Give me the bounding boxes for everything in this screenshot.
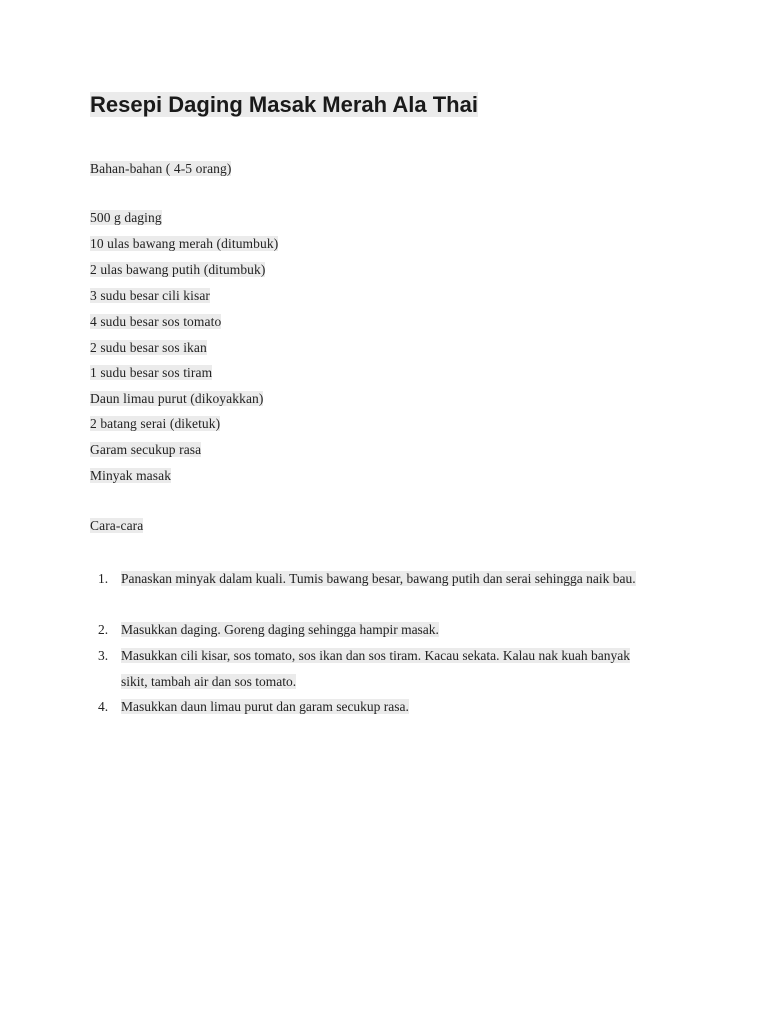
ingredient-text: 3 sudu besar cili kisar bbox=[90, 288, 211, 303]
step-text: Masukkan cili kisar, sos tomato, sos ikan dan sos tiram. Kacau sekata. Kalau nak kuah banyak sikit, tambah air dan sos tomato. bbox=[121, 648, 630, 689]
ingredient-text: 10 ulas bawang merah (ditumbuk) bbox=[90, 236, 279, 251]
ingredients-heading-text: Bahan-bahan ( 4-5 orang) bbox=[90, 161, 232, 176]
ingredient-item bbox=[90, 234, 278, 254]
ingredient-text: 500 g daging bbox=[90, 210, 162, 225]
step-item bbox=[98, 694, 688, 720]
ingredient-item bbox=[90, 440, 201, 460]
ingredients-heading bbox=[90, 159, 231, 179]
ingredient-item bbox=[90, 414, 220, 434]
page-title bbox=[90, 91, 478, 119]
step-item bbox=[98, 566, 688, 592]
step-number: 2. bbox=[98, 622, 109, 637]
ingredient-text: Daun limau purut (dikoyakkan) bbox=[90, 391, 264, 406]
ingredient-item bbox=[90, 363, 212, 383]
ingredient-item bbox=[90, 260, 265, 280]
step-item bbox=[98, 643, 658, 695]
ingredient-text: Garam secukup rasa bbox=[90, 442, 202, 457]
ingredient-item bbox=[90, 286, 210, 306]
steps-heading-text: Cara-cara bbox=[90, 518, 144, 533]
step-text: Masukkan daging. Goreng daging sehingga hampir masak. bbox=[121, 622, 439, 637]
title-text: Resepi Daging Masak Merah Ala Thai bbox=[90, 92, 478, 117]
ingredient-text: 4 sudu besar sos tomato bbox=[90, 314, 222, 329]
ingredient-item bbox=[90, 312, 221, 332]
ingredient-text: 1 sudu besar sos tiram bbox=[90, 365, 213, 380]
ingredient-item bbox=[90, 466, 171, 486]
step-text: Masukkan daun limau purut dan garam secukup rasa. bbox=[121, 699, 409, 714]
ingredient-text: 2 sudu besar sos ikan bbox=[90, 340, 207, 355]
ingredient-item bbox=[90, 338, 207, 358]
ingredient-text: Minyak masak bbox=[90, 468, 172, 483]
step-item bbox=[98, 617, 688, 643]
step-number: 1. bbox=[98, 571, 109, 586]
ingredient-item bbox=[90, 208, 162, 228]
ingredient-text: 2 ulas bawang putih (ditumbuk) bbox=[90, 262, 266, 277]
step-number: 3. bbox=[98, 648, 109, 663]
ingredient-item bbox=[90, 389, 263, 409]
steps-heading bbox=[90, 516, 143, 536]
step-text: Panaskan minyak dalam kuali. Tumis bawang besar, bawang putih dan serai sehingga naik bau. bbox=[121, 571, 636, 586]
step-number: 4. bbox=[98, 699, 109, 714]
ingredient-text: 2 batang serai (diketuk) bbox=[90, 416, 221, 431]
